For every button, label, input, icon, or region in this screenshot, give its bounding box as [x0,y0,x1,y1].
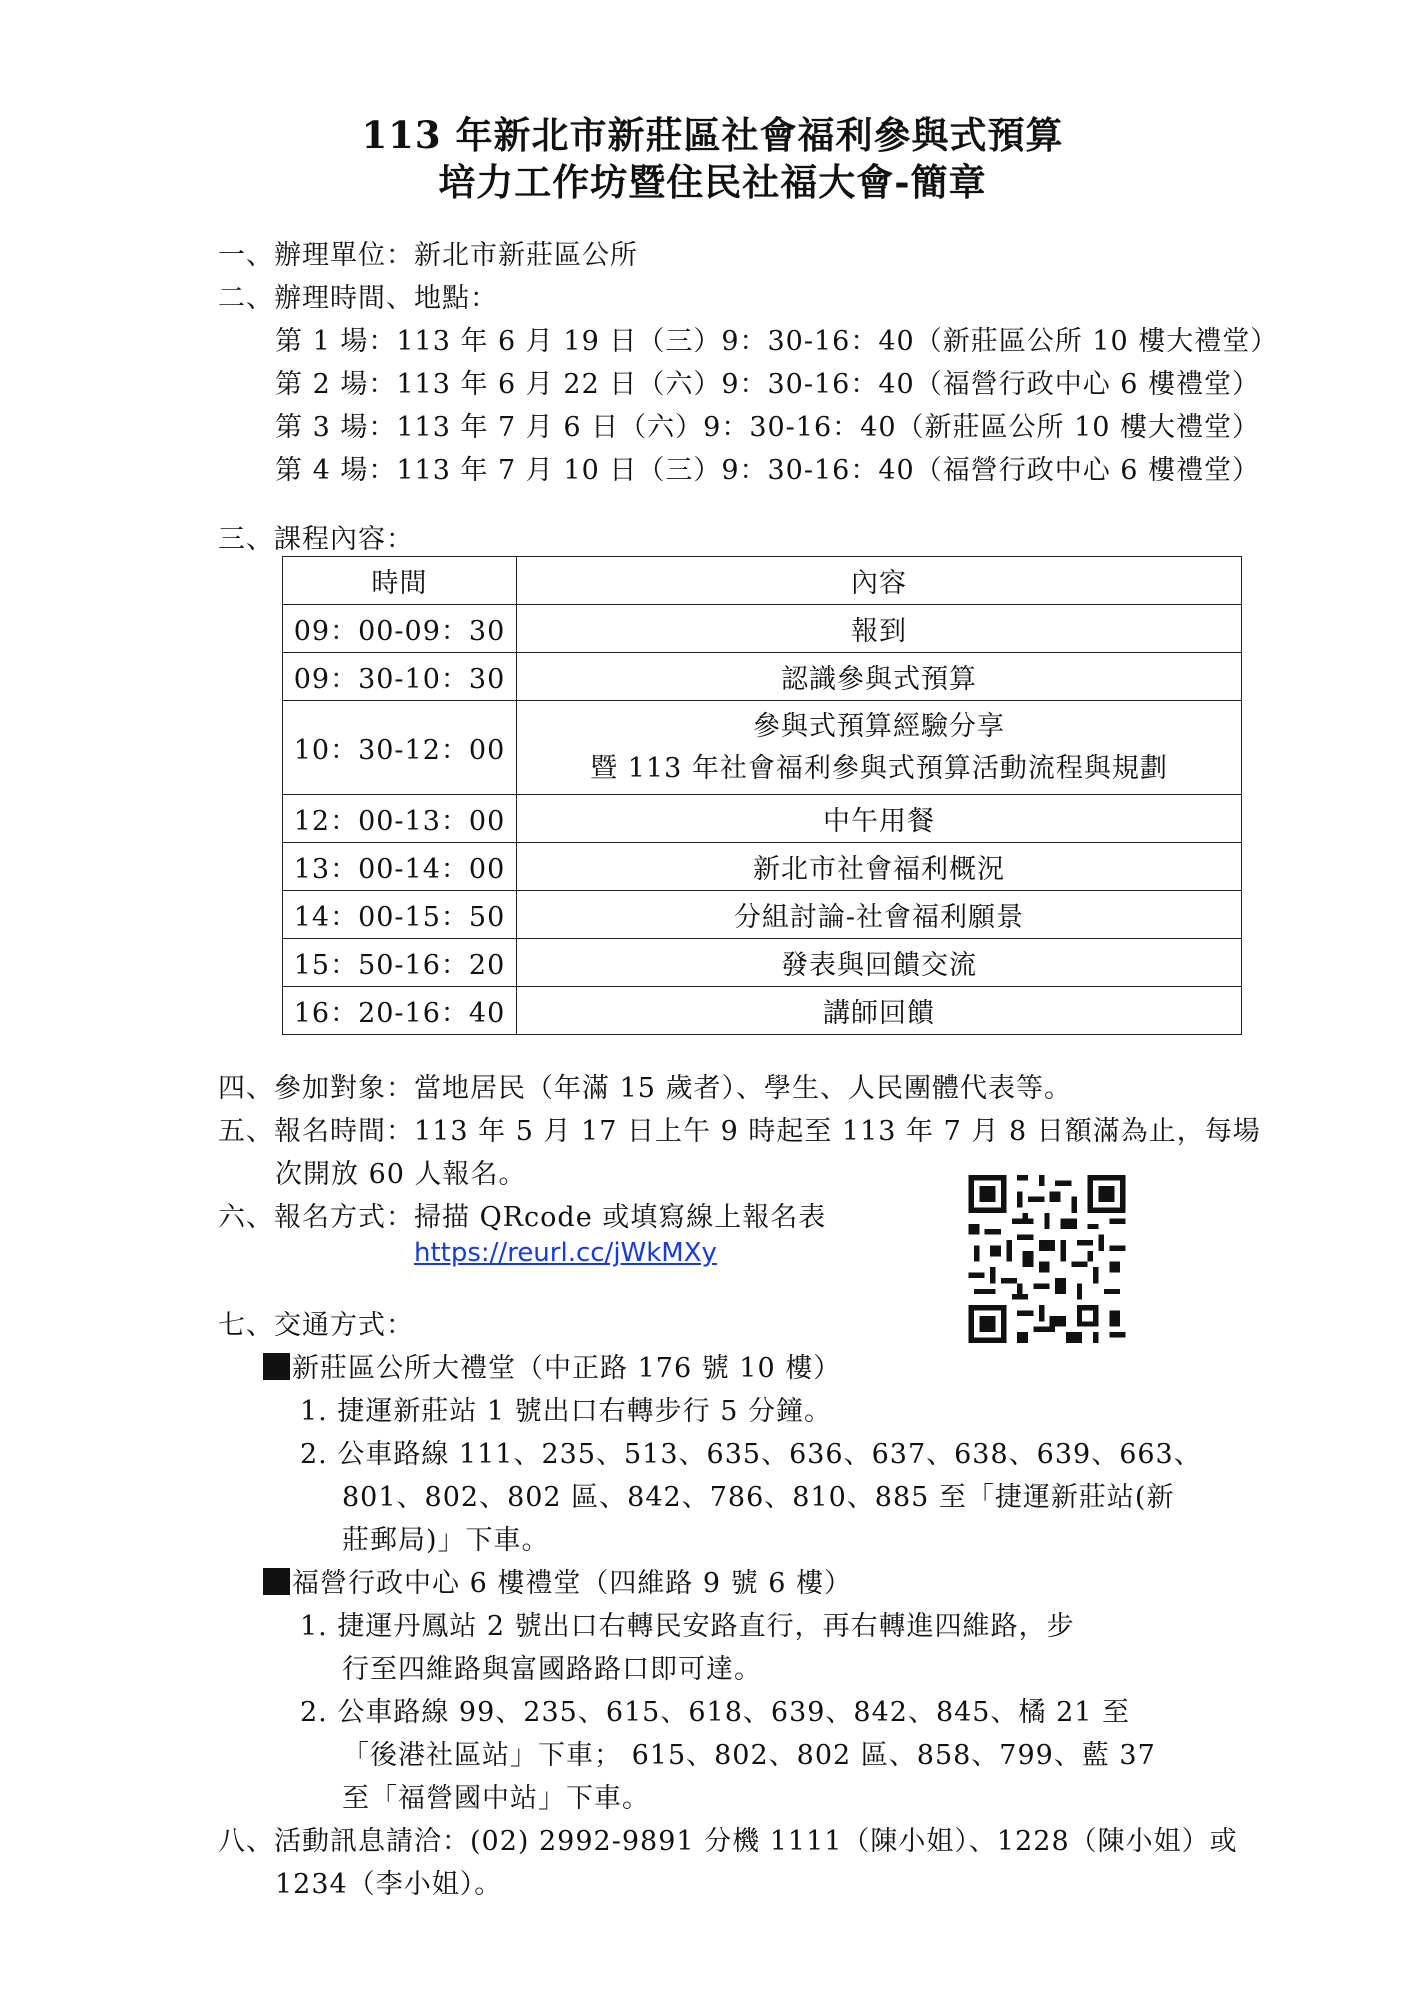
table-row [283,605,1242,653]
venue-2-item-1-line-2: 行至四維路與富國路路口即可達。 [342,1654,762,1685]
row-content: 報到 [517,605,1242,653]
table-row [283,653,1242,701]
session-1: 第 1 場：113 年 6 月 19 日（三）9：30-16：40（新莊區公所 10 樓大禮堂） [275,326,1279,357]
session-2: 第 2 場：113 年 6 月 22 日（六）9：30-16：40（福營行政中心 6 樓禮堂） [275,369,1261,400]
venue-2-item-2-line-2: 「後港社區站」下車； 615、802、802 區、858、799、藍 37 [342,1740,1156,1771]
venue-2-item-1-line-1: 1. 捷運丹鳳站 2 號出口右轉民安路直行，再右轉進四維路，步 [300,1611,1075,1642]
section-transport-heading: 七、交通方式： [218,1310,414,1341]
table-row [283,987,1242,1035]
table-row [283,891,1242,939]
row-content [517,701,1242,795]
row-time: 09：30-10：30 [283,653,517,701]
title-line-1: 113 年新北市新莊區社會福利參與式預算 [361,113,1064,157]
section-schedule-heading: 二、辦理時間、地點： [218,283,498,314]
table-row [283,701,1242,795]
section-course-heading: 三、課程內容： [218,524,414,555]
registration-link[interactable]: https://reurl.cc/jWkMXy [414,1238,717,1268]
venue-1-label: 新莊區公所大禮堂（中正路 176 號 10 樓） [292,1353,842,1384]
row-time: 09：00-09：30 [283,605,517,653]
session-4: 第 4 場：113 年 7 月 10 日（三）9：30-16：40（福營行政中心 6 樓禮堂） [275,455,1261,486]
venue-2-name [263,1561,852,1600]
row-content: 發表與回饋交流 [517,939,1242,987]
row-content: 新北市社會福利概況 [517,843,1242,891]
section-eligibility: 四、參加對象：當地居民（年滿 15 歲者）、學生、人民團體代表等。 [218,1073,1073,1104]
table-row [283,843,1242,891]
venue-1-name [263,1346,841,1385]
table-row [283,795,1242,843]
row-content: 分組討論-社會福利願景 [517,891,1242,939]
black-square-icon [263,1353,290,1380]
black-square-icon [263,1568,290,1595]
section-registration-period-1: 五、報名時間：113 年 5 月 17 日上午 9 時起至 113 年 7 月 8 日額滿為止，每場 [218,1116,1261,1147]
title-line-2: 培力工作坊暨住民社福大會-簡章 [438,160,987,204]
row-time: 13：00-14：00 [283,843,517,891]
row-content: 中午用餐 [517,795,1242,843]
venue-2-item-2-line-3: 至「福營國中站」下車。 [342,1783,650,1814]
row-time: 15：50-16：20 [283,939,517,987]
table-header-row [283,557,1242,605]
row-content-line-2: 暨 113 年社會福利參與式預算活動流程與規劃 [590,752,1168,784]
row-content-line-1: 參與式預算經驗分享 [753,710,1005,742]
course-table [282,556,1242,1035]
row-time: 14：00-15：50 [283,891,517,939]
venue-2-item-2-line-1: 2. 公車路線 99、235、615、618、639、842、845、橘 21 至 [300,1697,1131,1728]
table-header-time: 時間 [283,557,517,605]
row-time: 12：00-13：00 [283,795,517,843]
row-content: 認識參與式預算 [517,653,1242,701]
section-registration-method: 六、報名方式：掃描 QRcode 或填寫線上報名表 [218,1202,827,1233]
table-header-content: 內容 [517,557,1242,605]
venue-1-item-2-line-2: 801、802、802 區、842、786、810、885 至「捷運新莊站(新 [342,1482,1175,1513]
row-time: 10：30-12：00 [283,701,517,795]
row-time: 16：20-16：40 [283,987,517,1035]
section-registration-period-2: 次開放 60 人報名。 [275,1159,527,1190]
venue-1-item-2-line-1: 2. 公車路線 111、235、513、635、636、637、638、639、663、 [300,1439,1202,1470]
table-row [283,939,1242,987]
section-contact-2: 1234（李小姐）。 [275,1869,503,1900]
section-organizer: 一、辦理單位：新北市新莊區公所 [218,240,638,271]
venue-1-item-2-line-3: 莊郵局)」下車。 [342,1525,550,1556]
section-contact-1: 八、活動訊息請洽：(02) 2992-9891 分機 1111（陳小姐）、1228（陳小姐）或 [218,1826,1238,1857]
qr-code-icon [968,1175,1126,1343]
venue-2-label: 福營行政中心 6 樓禮堂（四維路 9 號 6 樓） [292,1568,853,1599]
venue-1-item-1: 1. 捷運新莊站 1 號出口右轉步行 5 分鐘。 [300,1396,833,1427]
session-3: 第 3 場：113 年 7 月 6 日（六）9：30-16：40（新莊區公所 10 樓大禮堂） [275,412,1261,443]
row-content: 講師回饋 [517,987,1242,1035]
